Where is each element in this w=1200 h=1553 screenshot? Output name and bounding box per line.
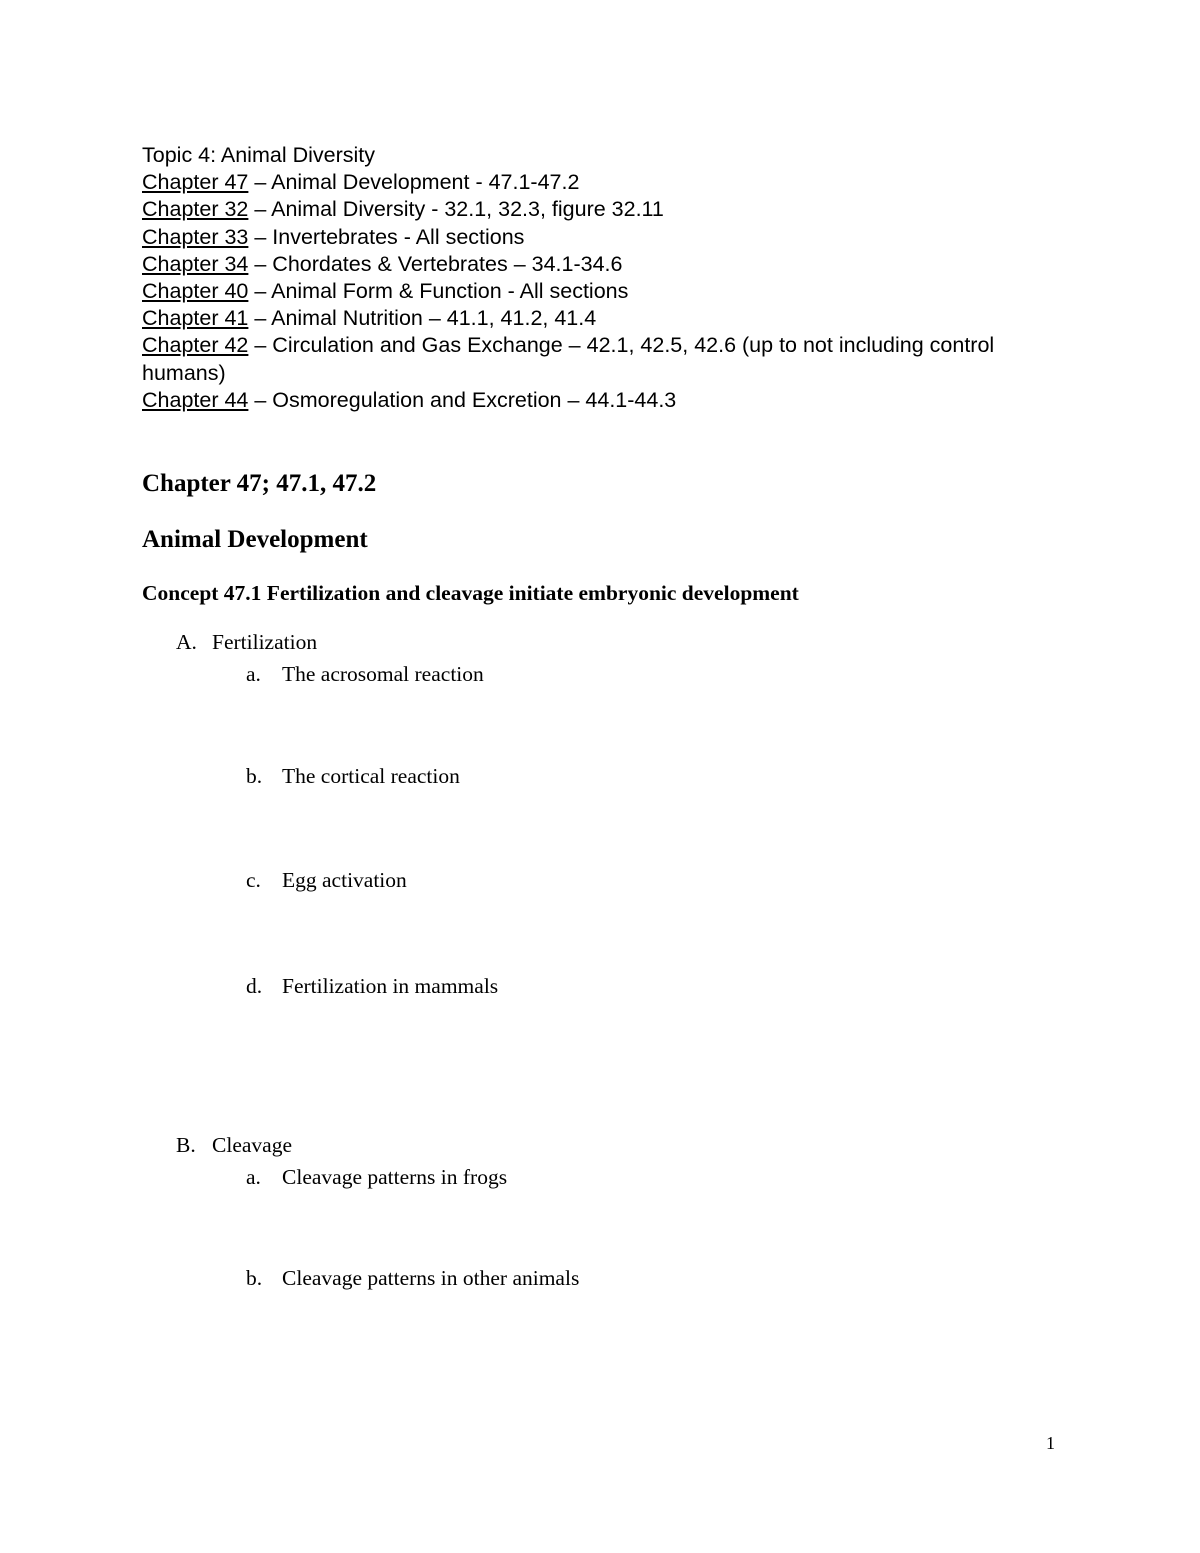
chapter-description: – Chordates & Vertebrates – 34.1-34.6 [248,251,623,276]
list-marker: a. [246,1165,261,1189]
chapter-description: – Circulation and Gas Exchange – 42.1, 42.5, 42.6 (up to not including control humans) [142,333,995,385]
list-item [246,764,460,789]
section-title: Animal Development [142,526,368,553]
chapter-line [142,169,1042,196]
topic-title: Topic 4: Animal Diversity [142,143,375,167]
list-item [246,974,498,999]
reading-outline [142,142,1042,414]
list-item [176,630,317,655]
chapter-link[interactable]: Chapter 34 [142,251,249,276]
chapter-link[interactable]: Chapter 32 [142,197,249,222]
list-label: The acrosomal reaction [282,662,484,686]
chapter-description: – Animal Nutrition – 41.1, 41.2, 41.4 [248,306,597,331]
list-item [246,662,484,687]
chapter-link[interactable]: Chapter 47 [142,170,249,195]
chapter-line [142,224,1042,251]
chapter-line [142,196,1042,223]
chapter-link[interactable]: Chapter 42 [142,333,249,358]
list-item [246,1266,579,1291]
list-marker: A. [176,630,197,654]
chapter-description: – Animal Development - 47.1-47.2 [248,170,580,195]
chapter-line [142,251,1042,278]
list-marker: c. [246,868,261,892]
list-item [246,868,407,893]
list-marker: B. [176,1133,196,1157]
list-label: Cleavage patterns in frogs [282,1165,508,1189]
list-label: Egg activation [282,868,407,892]
list-label: Cleavage [212,1133,292,1157]
chapter-line [142,278,1042,305]
list-label: The cortical reaction [282,764,460,788]
chapter-link[interactable]: Chapter 41 [142,306,249,331]
chapter-line [142,332,1042,386]
concept-heading: Concept 47.1 Fertilization and cleavage initiate embryonic development [142,581,799,605]
list-marker: b. [246,1266,263,1290]
list-label: Fertilization in mammals [282,974,499,998]
chapter-description: – Osmoregulation and Excretion – 44.1-44.3 [248,387,677,412]
list-label: Cleavage patterns in other animals [282,1266,580,1290]
list-item [246,1165,507,1190]
chapter-description: – Invertebrates - All sections [248,224,525,249]
list-marker: a. [246,662,261,686]
page-number: 1 [1046,1433,1055,1453]
list-marker: b. [246,764,263,788]
chapter-description: – Animal Form & Function - All sections [248,279,629,304]
list-marker: d. [246,974,263,998]
chapter-link[interactable]: Chapter 33 [142,224,249,249]
chapter-description: – Animal Diversity - 32.1, 32.3, figure 32.11 [248,197,664,222]
list-label: Fertilization [212,630,318,654]
chapter-link[interactable]: Chapter 44 [142,387,249,412]
chapter-line [142,387,1042,414]
list-item [176,1133,292,1158]
chapter-link[interactable]: Chapter 40 [142,279,249,304]
chapter-line [142,305,1042,332]
chapter-heading: Chapter 47; 47.1, 47.2 [142,470,377,497]
